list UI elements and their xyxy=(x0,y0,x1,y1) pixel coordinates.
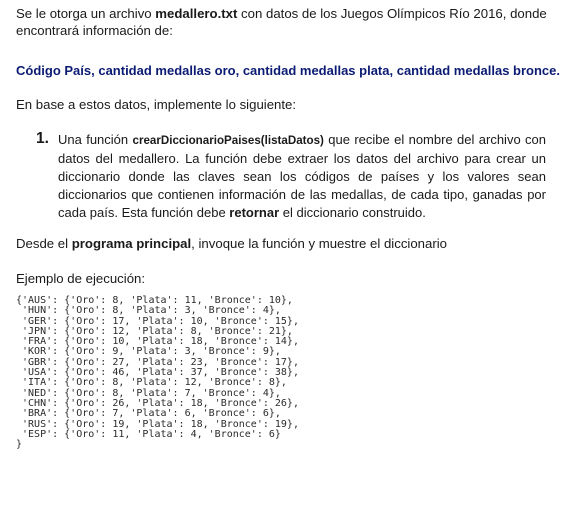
return-keyword: retornar xyxy=(229,205,280,220)
main-text-before: Desde el xyxy=(16,236,72,251)
main-program-paragraph xyxy=(16,235,447,252)
main-text-after: , invoque la función y muestre el diccionario xyxy=(191,236,448,251)
example-output-code: {'AUS': {'Oro': 8, 'Plata': 11, 'Bronce': 10}, 'HUN': {'Oro': 8, 'Plata': 3, 'Bronce': 4}, 'GER': {'Oro': 17, 'Plata': 10, 'Bronce': 15}, 'JPN': {'Oro': 12, 'Plata': 8, 'Bronce': 21}, 'FRA': {'Oro': 10, 'Plata': 18, 'Bronce': 14}, 'KOR': {'Oro': 9, 'Plata': 3, 'Bronce': 9}, 'GBR': {'Oro': 27, 'Plata': 23, 'Bronce': 17}, 'USA': {'Oro': 46, 'Plata': 37, 'Bronce': 38}, 'ITA': {'Oro': 8, 'Plata': 12, 'Bronce': 8}, 'NED': {'Oro': 8, 'Plata': 7, 'Bronce': 4}, 'CHN': {'Oro': 26, 'Plata': 18, 'Bronce': 26}, 'BRA': {'Oro': 7, 'Plata': 6, 'Bronce': 6}, 'RUS': {'Oro': 19, 'Plata': 18, 'Bronce': 19}, 'ESP': {'Oro': 11, 'Plata': 4, 'Bronce': 6} } xyxy=(16,295,299,451)
intro-text-after: con datos de los Juegos Olímpicos Río 2016, donde encontrará información de: xyxy=(16,6,547,38)
task-description xyxy=(58,131,546,222)
task-number: 1. xyxy=(36,130,49,147)
task-text-b: que recibe el nombre del archivo con datos del medallero. La función debe extraer los datos del archivo para crear un diccionario donde las claves sean los códigos de países y los valores sean diccionarios que contienen información de las medallas, de cada tipo, ganadas por cada país. Esta función debe xyxy=(58,132,546,220)
lead-paragraph: En base a estos datos, implemente lo siguiente: xyxy=(16,97,297,112)
filename: medallero.txt xyxy=(155,6,238,21)
function-name: crearDiccionarioPaises(listaDatos) xyxy=(132,134,324,147)
fields-line: Código País, cantidad medallas oro, cantidad medallas plata, cantidad medallas bronce. xyxy=(16,63,560,78)
intro-paragraph xyxy=(16,5,564,39)
main-program-keyword: programa principal xyxy=(71,236,192,251)
example-label: Ejemplo de ejecución: xyxy=(16,271,146,286)
task-text-c: el diccionario construido. xyxy=(279,205,426,220)
intro-text-before: Se le otorga un archivo xyxy=(16,6,156,21)
task-text-a: Una función xyxy=(58,132,133,147)
